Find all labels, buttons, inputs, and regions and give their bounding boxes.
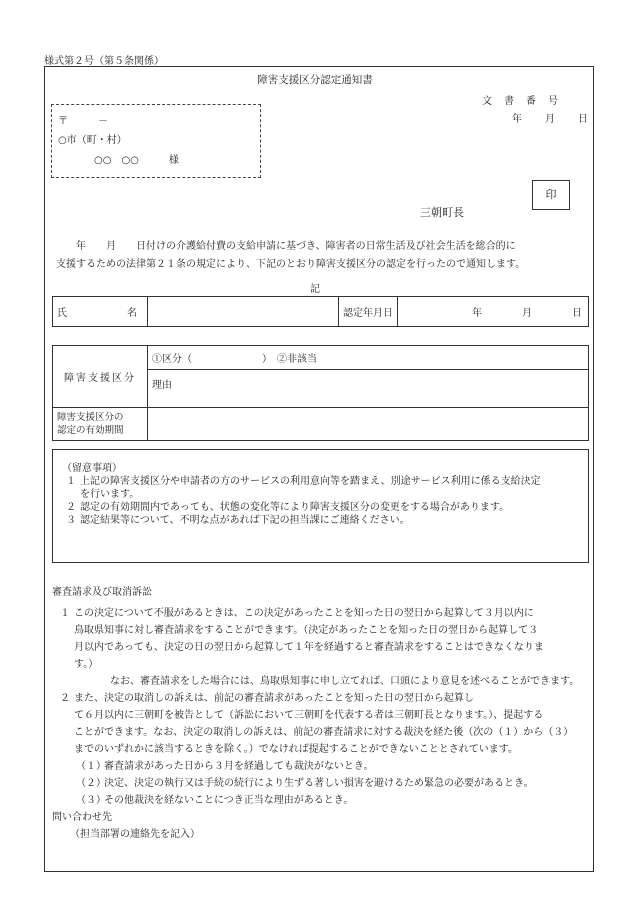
appeal-item-1: [52, 605, 592, 690]
document-title: 障害支援区分認定通知書: [257, 74, 373, 86]
note-item: [62, 514, 582, 527]
appeal-subitem-text: その他裁決を経ないことにつき正当な理由があるとき。: [104, 795, 354, 806]
appeal-subitem: [52, 792, 592, 809]
cert-date-value: 年 月 日: [472, 308, 582, 319]
note-num: １: [66, 476, 76, 487]
appeal-item-2-line: また、決定の取消しの訴えは、前記の審査請求があったことを知った日の翌日から起算し: [74, 693, 474, 704]
notes-section: [62, 462, 582, 527]
appeal-subitem-num: （１）: [76, 761, 106, 772]
note-text: 上記の障害支援区分や申請者の方のサービスの利用意向等を踏まえ、別途サービス利用に係る支給決定: [80, 476, 541, 487]
support-class-table: [52, 345, 589, 441]
appeal-item-1-num: １: [60, 608, 70, 619]
note-item: [62, 488, 582, 501]
name-value-cell: [148, 297, 339, 327]
note-num: ３: [66, 515, 76, 526]
appeal-item-2-line: て６月以内に三朝町を被告として（訴訟において三朝町を代表する者は三朝町長となります。）、提起する: [74, 710, 544, 721]
class-label: 障害支援区分: [64, 373, 136, 384]
issue-date-label: 年 月 日: [512, 114, 589, 125]
period-label-cell: [53, 408, 148, 441]
reason-cell: [148, 370, 589, 408]
appeal-item-2-line: までのいずれかに該当するときを除く。）でなければ提起することができないこととされています。: [74, 744, 518, 755]
appeal-subitem-num: （３）: [76, 795, 106, 806]
appeal-item-1-line: 月以内であっても、決定の日の翌日から起算して１年を経過すると審査請求をすることはできなくなりま: [74, 642, 544, 653]
class-options-cell: [148, 346, 589, 370]
appeal-item-2-num: ２: [60, 693, 70, 704]
note-text: を行います。: [80, 489, 140, 500]
document-number-label: 文 書 番 号: [482, 96, 559, 107]
ki-label: 記: [310, 284, 320, 295]
issuer-name: 三朝町長: [420, 206, 464, 219]
intro-line-2: 支援するための法律第２１条の規定により、下記のとおり障害支援区分の認定を行ったので通知します。: [56, 259, 526, 270]
notes-heading: （留意事項）: [62, 463, 122, 474]
note-text: 認定結果等について、不明な点があれば下記の担当課にご連絡ください。: [80, 515, 410, 526]
appeal-item-1-line: この決定について不服があるときは、この決定があったことを知った日の翌日から起算して３月以内に: [74, 608, 534, 619]
name-label: 氏 名: [57, 308, 137, 319]
recipient-table: [52, 296, 589, 327]
class-label-cell: [53, 346, 148, 408]
appeal-item-1-line: 鳥取県知事に対し審査請求をすることができます。（決定があったことを知った日の翌日から起算して３: [74, 625, 539, 636]
note-item: [62, 475, 582, 488]
form-label: 様式第２号（第５条関係）: [44, 56, 164, 67]
postal-code: 〒 －: [58, 116, 108, 127]
appeal-item-2: [52, 690, 592, 758]
contact-heading: 問い合わせ先: [52, 812, 112, 823]
appeal-item-2-line: ことができます。なお、決定の取消しの訴えは、前記の審査請求に対する裁決を経た後（次の（１）から（３）: [74, 727, 574, 738]
cert-date-label: 認定年月日: [343, 308, 393, 319]
appeal-subitem: [52, 775, 592, 792]
appeal-subitem-text: 決定、決定の執行又は手続の続行により生ずる著しい損害を避けるため緊急の必要があるとき。: [104, 778, 534, 789]
appeal-heading: 審査請求及び取消訴訟: [52, 587, 152, 598]
note-text: 認定の有効期間内であっても、状態の変化等により障害支援区分の変更をする場合があります。: [80, 502, 510, 513]
name-label-cell: [53, 297, 148, 327]
recipient-city: ○市（町・村）: [58, 135, 127, 146]
appeal-subitem-num: （２）: [76, 778, 106, 789]
cert-date-value-cell: [398, 297, 589, 327]
period-value-cell: [148, 408, 589, 441]
seal-stamp: 印: [532, 180, 570, 210]
reason-label: 理由: [152, 380, 172, 391]
contact-text: （担当部署の連絡先を記入）: [70, 829, 200, 840]
note-num: ２: [66, 502, 76, 513]
appeal-subitem-text: 審査請求があった日から３月を経過しても裁決がないとき。: [104, 761, 374, 772]
appeal-item-1-line: す。）: [74, 659, 99, 670]
appeal-subitem: [52, 758, 592, 775]
note-item: [62, 501, 582, 514]
period-label-line-2: 認定の有効期間: [57, 425, 124, 436]
period-label-line-1: 障害支援区分の: [57, 412, 124, 423]
recipient-name: ○○ ○○ 様: [94, 155, 179, 166]
appeal-item-1-note: なお、審査請求をした場合には、鳥取県知事に申し立てれば、口頭により意見を述べることができます。: [110, 676, 580, 687]
appeal-section: [52, 584, 592, 843]
cert-date-label-cell: [339, 297, 398, 327]
intro-line-1: 年 月 日付けの介護給付費の支給申請に基づき、障害者の日常生活及び社会生活を総合的に: [56, 241, 516, 252]
class-options: ①区分（ ） ②非該当: [152, 354, 317, 365]
